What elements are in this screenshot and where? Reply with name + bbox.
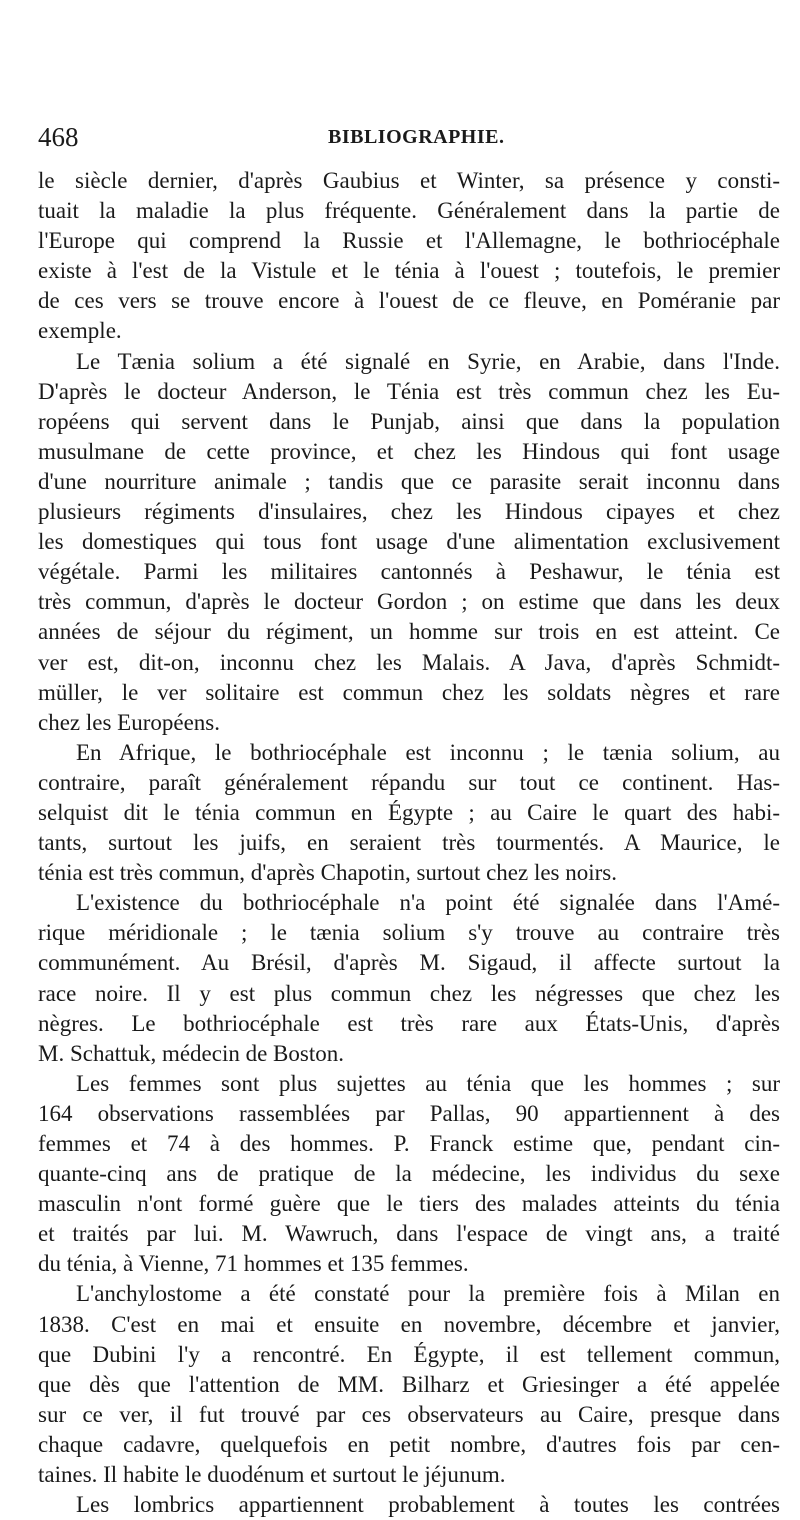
text-line: existe à l'est de la Vistule et le ténia à l'ouest ; toutefois, le premier xyxy=(38,258,780,284)
text-line: 1838. C'est en mai et ensuite en novembre, décembre et janvier, xyxy=(38,1311,780,1337)
text-line: du ténia, à Vienne, 71 hommes et 135 femmes. xyxy=(38,1251,469,1277)
body-text xyxy=(38,166,780,1520)
text-line: Les lombrics appartiennent probablement à toutes les contrées xyxy=(76,1492,780,1518)
text-line: femmes et 74 à des hommes. P. Franck estime que, pendant cin- xyxy=(38,1131,780,1156)
text-line: que dès que l'attention de MM. Bilharz et Griesinger a été appelée xyxy=(38,1371,780,1397)
text-line: ver est, dit-on, inconnu chez les Malais. A Java, d'après Schmidt- xyxy=(38,649,780,675)
text-line: plusieurs régiments d'insulaires, chez les Hindous cipayes et chez xyxy=(38,499,780,525)
text-line: ténia est très commun, d'après Chapotin, surtout chez les noirs. xyxy=(38,860,618,886)
text-line: communément. Au Brésil, d'après M. Sigaud, il affecte surtout la xyxy=(38,950,780,976)
text-line: tants, surtout les juifs, en seraient très tourmentés. A Maurice, le xyxy=(38,830,780,856)
text-line: chaque cadavre, quelquefois en petit nombre, d'autres fois par cen- xyxy=(38,1431,780,1457)
text-line: très commun, d'après le docteur Gordon ; on estime que dans les deux xyxy=(38,589,780,615)
text-line: années de séjour du régiment, un homme sur trois en est atteint. Ce xyxy=(38,619,780,645)
text-line: ropéens qui servent dans le Punjab, ainsi que dans la population xyxy=(38,408,780,434)
text-line: selquist dit le ténia commun en Égypte ; au Caire le quart des habi- xyxy=(38,799,780,825)
text-line: L'existence du bothriocéphale n'a point été signalée dans l'Amé- xyxy=(76,890,780,916)
page-header xyxy=(38,120,778,156)
text-line: contraire, paraît généralement répandu sur tout ce continent. Has- xyxy=(38,769,780,795)
text-line: D'après le docteur Anderson, le Ténia est très commun chez les Eu- xyxy=(38,378,780,404)
text-line: de ces vers se trouve encore à l'ouest de ce fleuve, en Poméranie par xyxy=(38,288,780,314)
text-line: L'anchylostome a été constaté pour la première fois à Milan en xyxy=(76,1281,780,1307)
text-line: musulmane de cette province, et chez les Hindous qui font usage xyxy=(38,438,780,464)
text-line: chez les Européens. xyxy=(38,709,221,735)
text-line: le siècle dernier, d'après Gaubius et Winter, sa présence y consti- xyxy=(38,168,780,193)
text-line: tuait la maladie la plus fréquente. Généralement dans la partie de xyxy=(38,198,780,224)
text-line: quante-cinq ans de pratique de la médecine, les individus du sexe xyxy=(38,1161,780,1187)
text-line: nègres. Le bothriocéphale est très rare aux États-Unis, d'après xyxy=(38,1010,780,1036)
text-line: race noire. Il y est plus commun chez les négresses que chez les xyxy=(38,980,780,1006)
text-line: végétale. Parmi les militaires cantonnés à Peshawur, le ténia est xyxy=(38,559,780,585)
text-line: sur ce ver, il fut trouvé par ces observateurs au Caire, presque dans xyxy=(38,1401,780,1427)
text-line: masculin n'ont formé guère que le tiers des malades atteints du ténia xyxy=(38,1191,780,1217)
text-line: M. Schattuk, médecin de Boston. xyxy=(38,1040,344,1066)
text-line: En Afrique, le bothriocéphale est inconnu ; le tænia solium, au xyxy=(76,739,780,765)
text-line: exemple. xyxy=(38,318,122,344)
text-line: 164 observations rassemblées par Pallas, 90 appartiennent à des xyxy=(38,1100,780,1126)
page-number: 468 xyxy=(38,122,79,152)
text-line: et traités par lui. M. Wawruch, dans l'espace de vingt ans, a traité xyxy=(38,1221,780,1247)
text-line: rique méridionale ; le tænia solium s'y trouve au contraire très xyxy=(38,920,780,946)
text-line: Les femmes sont plus sujettes au ténia que les hommes ; sur xyxy=(76,1070,780,1096)
text-line: l'Europe qui comprend la Russie et l'Allemagne, le bothriocéphale xyxy=(38,228,780,254)
text-line: taines. Il habite le duodénum et surtout le jéjunum. xyxy=(38,1462,506,1488)
text-line: les domestiques qui tous font usage d'une alimentation exclusivement xyxy=(38,529,780,555)
text-line: que Dubini l'y a rencontré. En Égypte, il est tellement commun, xyxy=(38,1341,780,1367)
text-line: d'une nourriture animale ; tandis que ce parasite serait inconnu dans xyxy=(38,468,780,494)
text-line: Le Tænia solium a été signalé en Syrie, en Arabie, dans l'Inde. xyxy=(76,348,780,374)
running-title: BIBLIOGRAPHIE. xyxy=(328,126,505,148)
text-line: müller, le ver solitaire est commun chez les soldats nègres et rare xyxy=(38,679,780,705)
